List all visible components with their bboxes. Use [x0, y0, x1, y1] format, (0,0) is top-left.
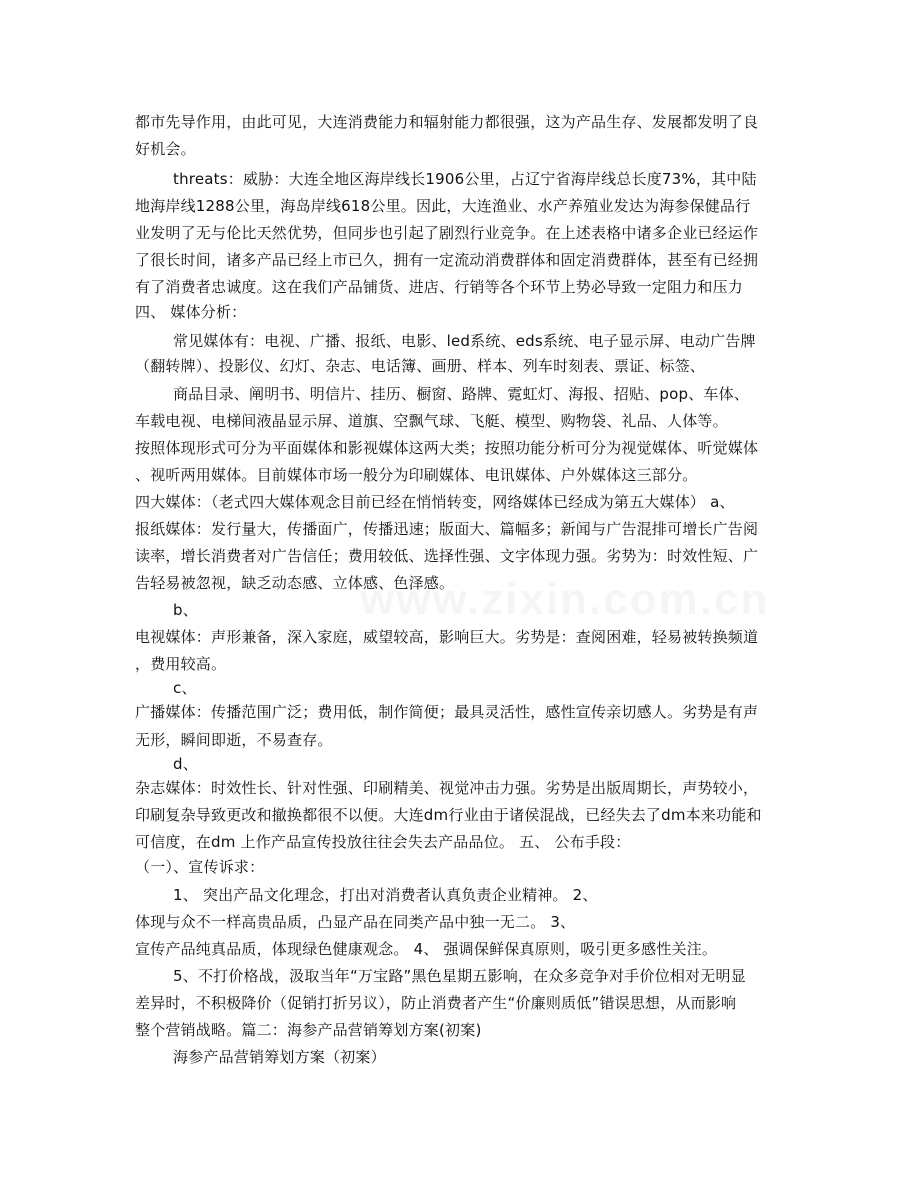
text-line: 杂志媒体：时效性长、针对性强、印刷精美、视觉冲击力强。劣势是出版周期长，声势较小，	[135, 779, 759, 797]
text-line: 按照体现形式可分为平面媒体和影视媒体这两大类；按照功能分析可分为视觉媒体、听觉媒体	[135, 439, 759, 457]
text-line: 1、 突出产品文化理念，打出对消费者认真负责企业精神。 2、	[173, 886, 598, 904]
text-line: 电视媒体：声形兼备，深入家庭，威望较高，影响巨大。劣势是：查阅困难，轻易被转换频道	[135, 628, 759, 646]
text-line: 好机会。	[135, 140, 196, 158]
section-heading: （一）、宣传诉求：	[135, 858, 265, 876]
text-line: （翻转牌）、投影仪、幻灯、杂志、电话簿、画册、样本、列车时刻表、票证、标签、	[135, 357, 706, 375]
text-line: 报纸媒体：发行量大，传播面广，传播迅速；版面大、篇幅多；新闻与广告混排可增长广告阅	[135, 520, 759, 538]
text-line: ，费用较高。	[135, 655, 227, 673]
text-line: 告轻易被忽视，缺乏动态感、立体感、色泽感。	[135, 574, 455, 592]
list-marker: d、	[173, 755, 198, 773]
text-line: 体现与众不一样高贵品质，凸显产品在同类产品中独一无二。 3、	[135, 913, 576, 931]
watermark: www.zixin.com.cn	[360, 575, 770, 624]
text-line: 有了消费者忠诚度。这在我们产品铺货、进店、行销等各个环节上势必导致一定阻力和压力	[135, 278, 744, 296]
text-line: 常见媒体有：电视、广播、报纸、电影、led系统、eds系统、电子显示屏、电动广告牌	[173, 332, 756, 350]
text-line: 广播媒体：传播范围广泛；费用低，制作简便；最具灵活性，感性宣传亲切感人。劣势是有声	[135, 703, 759, 721]
text-line: 商品目录、阐明书、明信片、挂历、橱窗、路牌、霓虹灯、海报、招贴、pop、车体、	[173, 385, 750, 403]
text-line: 宣传产品纯真品质，体现绿色健康观念。 4、 强调保鲜保真原则，吸引更多感性关注。	[135, 940, 718, 958]
text-line: 四大媒体：（老式四大媒体观念目前已经在悄悄转变，网络媒体已经成为第五大媒体） a、	[135, 493, 735, 511]
text-line: 差异时，不积极降价（促销打折另议），防止消费者产生“价廉则质低”错误思想，从而影响	[135, 994, 737, 1012]
text-line: 可信度，在dm 上作产品宣传投放往往会失去产品品位。 五、 公布手段：	[135, 833, 631, 851]
list-marker: c、	[173, 679, 197, 697]
section-heading: 四、 媒体分析：	[135, 303, 247, 321]
text-line: 车载电视、电梯间液晶显示屏、道旗、空飘气球、飞艇、模型、购物袋、礼品、人体等。	[135, 412, 728, 430]
text-line: 、视听两用媒体。目前媒体市场一般分为印刷媒体、电讯媒体、户外媒体这三部分。	[135, 466, 698, 484]
text-line: 业发明了无与伦比天然优势，但同步也引起了剧烈行业竞争。在上述表格中诸多企业已经运作	[135, 224, 759, 242]
document-subtitle: 海参产品营销筹划方案（初案）	[173, 1048, 386, 1066]
list-marker: b、	[173, 601, 198, 619]
text-line: 整个营销战略。篇二：海参产品营销筹划方案(初案)	[135, 1021, 482, 1039]
text-line: threats：威胁：大连全地区海岸线长1906公里，占辽宁省海岸线总长度73%，其中陆	[173, 170, 757, 188]
text-line: 地海岸线1288公里，海岛岸线618公里。因此，大连渔业、水产养殖业发达为海参保健品行	[135, 197, 751, 215]
text-line: 无形，瞬间即逝，不易查存。	[135, 731, 333, 749]
text-line: 印刷复杂导致更改和撤换都很不以便。大连dm行业由于诸侯混战，已经失去了dm本来功能和	[135, 806, 762, 824]
text-line: 都市先导作用，由此可见，大连消费能力和辐射能力都很强，这为产品生存、发展都发明了良	[135, 113, 759, 131]
text-line: 5、不打价格战，汲取当年“万宝路”黑色星期五影响，在众多竞争对手价位相对无明显	[173, 967, 746, 985]
text-line: 读率，增长消费者对广告信任；费用较低、选择性强、文字体现力强。劣势为：时效性短、广	[135, 547, 759, 565]
text-line: 了很长时间，诸多产品已经上市已久，拥有一定流动消费群体和固定消费群体，甚至有已经拥	[135, 251, 759, 269]
